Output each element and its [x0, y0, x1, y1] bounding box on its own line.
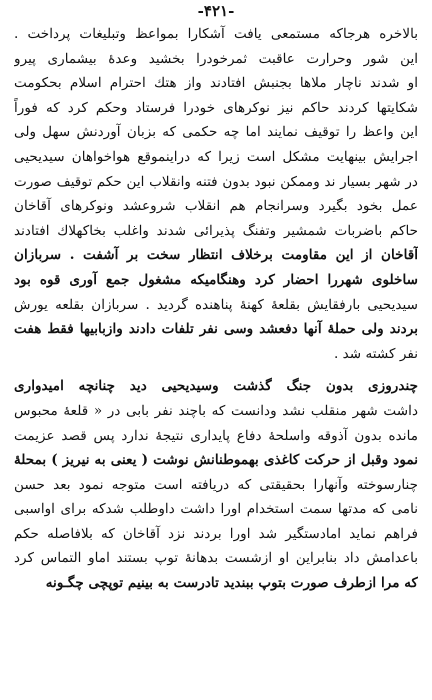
- text-line: نمود وقبل از حرکت کاغذی بهموطنانش نوشت ( یعنی به نیریز ) بمحلهٔ: [14, 452, 418, 469]
- text-line: این شور وحرارت عاقبت ثمرخودرا بخشید وعدهٔ بیشماری پیرو: [14, 50, 418, 67]
- paragraph-1: [14, 22, 418, 366]
- text-line: چنارسوخته وآنهارا بحقیقتی که دریافته است متوجه نمود بعد حسن: [14, 476, 418, 493]
- text-line: نامی که مدتها سمت استخدام اورا داشت داوطلب شدکه برای اواسبی: [14, 501, 418, 518]
- text-line: این واعظ را توقیف نمایند اما چه حکمی که بزبان آوردنش سهل ولی: [14, 124, 418, 141]
- text-line: حاکم باضربات شمشیر وتفنگ پذیرائی شدند واغلب بخاکهلاك افتادند: [14, 222, 418, 239]
- text-line: که مرا ازطرف صورت بتوپ ببندید تادرست به بینیم توپچی چگـونه: [45, 575, 418, 592]
- text-line: عمل بخود بگیرد وسرانجام هم انقلاب شروعشد ونوکرهای آقاخان: [14, 198, 418, 215]
- text-line: سیدیحیی بارفقایش بقلعهٔ کهنهٔ پناهنده گردید . سربازان بقلعه یورش: [14, 296, 418, 313]
- text-line: چندروزی بدون جنگ گذشت وسیدیحیی دید چنانچه امیدواری: [14, 378, 418, 395]
- text-line: داشت شهر منقلب نشد ودانست که باچند نفر بابی در « قلعهٔ محبوس: [14, 402, 418, 419]
- paragraph-gap: [14, 366, 418, 374]
- text-line: در شهر بسیار ند وممکن نبود بدون فتنه وانقلاب این حکم توقیف صورت: [14, 173, 418, 190]
- text-line: نفر کشته شد .: [334, 345, 418, 362]
- text-line: بردند ولی حملهٔ آنها دفعشد وسی نفر تلفات دادند وازبابیها فقط هفت: [14, 321, 418, 338]
- text-line: ساخلوی شهررا احضار کرد وهنگامیکه مشغول جمع آوری قوه بود: [14, 271, 418, 288]
- text-line: بالاخره هرجاکه مستمعی یافت آشکارا بمواعظ وتبلیغات پرداخت .: [14, 26, 418, 42]
- text-line: مانده بدون آذوقه واسلحهٔ دفاع پایداری نتیجهٔ ندارد پس قصد عزیمت: [14, 427, 418, 444]
- text-line: اجرایش بینهایت مشکل است زیرا که دراینموقع هواخواهان سیدیحیی: [14, 148, 418, 165]
- page-number: -۴۲۱-: [197, 2, 235, 20]
- text-line: شکایتها کردند حاکم نیز نوکرهای خودرا فرستاد وحکم کرد که فوراً: [14, 99, 418, 116]
- body-text: [14, 22, 418, 596]
- paragraph-2: [14, 374, 418, 595]
- text-line: باعدامش داد بنابراین او ازشست بدهانهٔ توپ بستند اماو التماس کرد: [14, 550, 418, 567]
- text-line: فراهم نماید امادستگیر شد اورا بردند نزد آقاخان که بلافاصله حکم: [14, 525, 418, 542]
- text-line: آقاخان از این مقاومت برخلاف انتظار سخت بر آشفت . سربازان: [14, 247, 418, 264]
- text-line: او شدند ناچار ملاها بجنبش افتادند واز هتك احترام اسلام بحکومت: [14, 75, 418, 92]
